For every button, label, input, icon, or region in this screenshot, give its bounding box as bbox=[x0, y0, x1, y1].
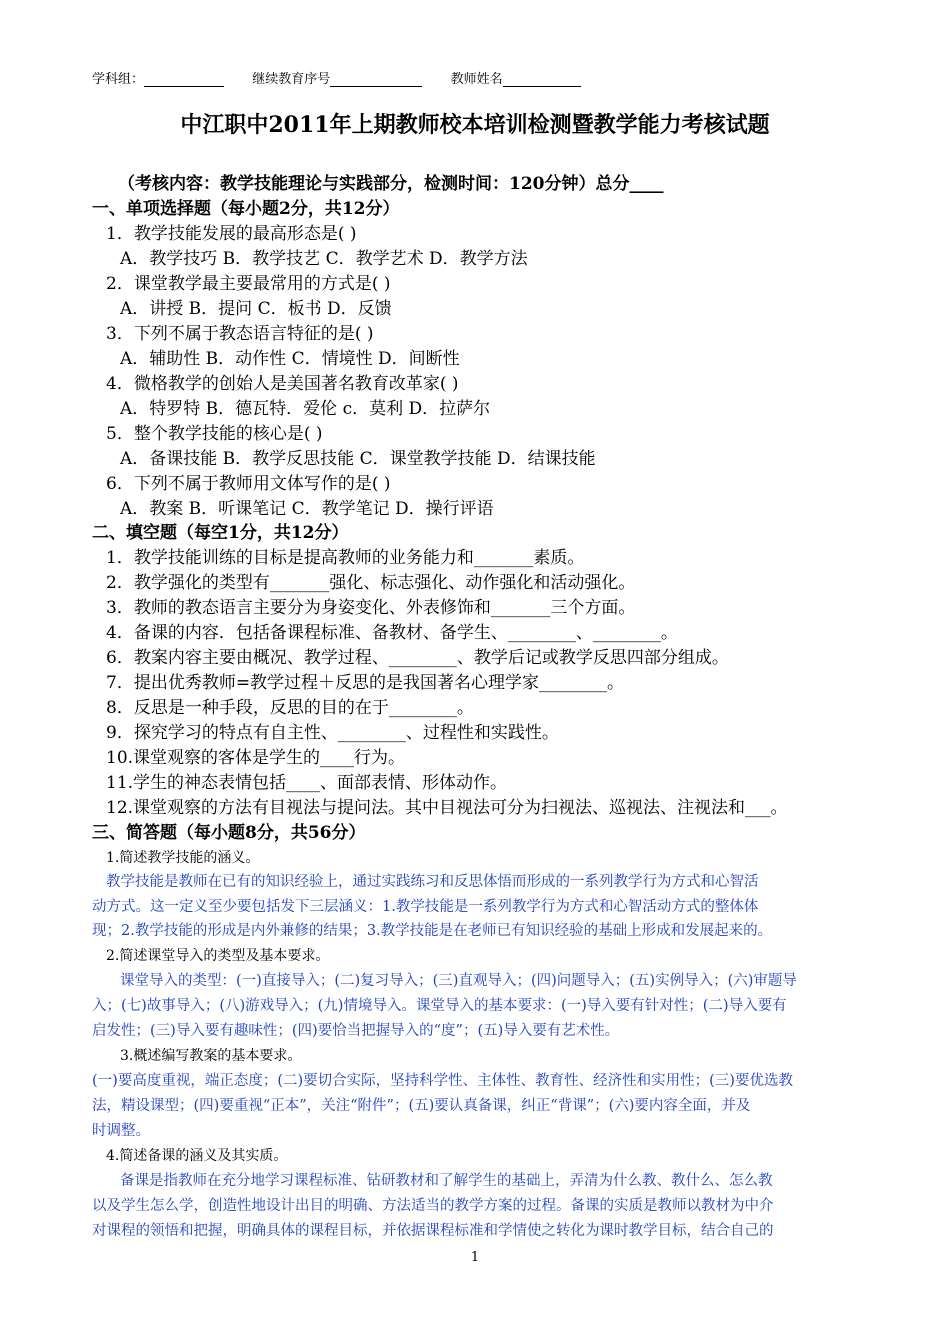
subject-group-blank bbox=[144, 72, 224, 87]
question: 2．课堂教学最主要最常用的方式是( ) bbox=[106, 274, 391, 294]
fill-blank-item: 10.课堂观察的客体是学生的____行为。 bbox=[106, 748, 406, 768]
options: A．特罗特 B．德瓦特．爱伦 c．莫利 D．拉萨尔 bbox=[120, 399, 491, 419]
answer-line: 法，精设课型；(四)要重视“正本”，关注“附件”；(五)要认真备课，纠正“背课”；(六)要内容全面，并及 bbox=[92, 1098, 751, 1114]
answer-line: 课堂导入的类型：(一)直接导入；(二)复习导入；(三)直观导入；(四)问题导入；(五)实例导入；(六)审题导 bbox=[120, 973, 797, 989]
options: A．辅助性 B．动作性 C．情境性 D．间断性 bbox=[120, 349, 460, 369]
answer-line: 动方式。这一定义至少要包括发下三层涵义：1.教学技能是一系列教学行为方式和心智活动方式的整体体 bbox=[92, 899, 759, 915]
answer-line: (一)要高度重视，端正态度；(二)要切合实际，坚持科学性、主体性、教育性、经济性和实用性；(三)要优选教 bbox=[92, 1073, 793, 1089]
options: A．教案 B．听课笔记 C．教学笔记 D．操行评语 bbox=[120, 499, 494, 519]
fill-blank-item: 1．教学技能训练的目标是提高教师的业务能力和_______素质。 bbox=[106, 548, 585, 568]
section3-heading: 三、简答题（每小题8分，共56分） bbox=[92, 823, 366, 843]
fill-blank-item: 9．探究学习的特点有自主性、________、过程性和实践性。 bbox=[106, 723, 559, 743]
fill-blank-item: 4．备课的内容．包括备课程标准、备教材、备学生、________、________。 bbox=[106, 623, 678, 643]
answer-line: 现；2.教学技能的形成是内外兼修的结果；3.教学技能是在老师已有知识经验的基础上形成和发展起来的。 bbox=[92, 923, 773, 939]
seq-blank bbox=[330, 72, 422, 87]
short-question: 4.简述备课的涵义及其实质。 bbox=[106, 1148, 288, 1164]
answer-line: 备课是指教师在充分地学习课程标准、钻研教材和了解学生的基础上，弄清为什么教、教什么、怎么教 bbox=[120, 1173, 773, 1189]
answer-line: 时调整。 bbox=[92, 1123, 150, 1139]
short-question: 3.概述编写教案的基本要求。 bbox=[120, 1048, 302, 1064]
question: 5．整个教学技能的核心是( ) bbox=[106, 424, 323, 444]
fill-blank-item: 3．教师的教态语言主要分为身姿变化、外表修饰和_______三个方面。 bbox=[106, 598, 636, 618]
short-question: 2.简述课堂导入的类型及基本要求。 bbox=[106, 948, 330, 964]
fill-blank-item: 8．反思是一种手段，反思的目的在于________。 bbox=[106, 698, 474, 718]
teacher-label: 教师姓名 bbox=[450, 72, 503, 87]
section1-heading: 一、单项选择题（每小题2分，共12分） bbox=[92, 199, 400, 219]
fill-blank-item: 6．教案内容主要由概况、教学过程、________、教学后记或教学反思四部分组成。 bbox=[106, 648, 729, 668]
question: 6．下列不属于教师用文体写作的是( ) bbox=[106, 474, 391, 494]
options: A．讲授 B．提问 C．板书 D．反馈 bbox=[120, 299, 392, 319]
answer-line: 教学技能是教师在已有的知识经验上，通过实践练习和反思体悟而形成的一系列教学行为方式和心智活 bbox=[106, 874, 759, 890]
header-info bbox=[92, 68, 581, 87]
seq-label: 继续教育序号 bbox=[252, 72, 331, 87]
question: 1．教学技能发展的最高形态是( ) bbox=[106, 224, 357, 244]
answer-line: 以及学生怎么学，创造性地设计出目的明确、方法适当的教学方案的过程。备课的实质是教师以教材为中介 bbox=[92, 1198, 774, 1214]
fill-blank-item: 12.课堂观察的方法有目视法与提问法。其中目视法可分为扫视法、巡视法、注视法和___。 bbox=[106, 798, 788, 818]
teacher-blank bbox=[503, 72, 581, 87]
fill-blank-item: 7．提出优秀教师=教学过程＋反思的是我国著名心理学家________。 bbox=[106, 673, 625, 693]
fill-blank-item: 11.学生的神态表情包括____、面部表情、形体动作。 bbox=[106, 773, 508, 793]
question: 3．下列不属于教态语言特征的是( ) bbox=[106, 324, 374, 344]
options: A．教学技巧 B．教学技艺 C．教学艺术 D．教学方法 bbox=[120, 249, 528, 269]
answer-line: 入；(七)故事导入；(八)游戏导入；(九)情境导入。课堂导入的基本要求：(一)导入要有针对性；(二)导入要有 bbox=[92, 998, 787, 1014]
question: 4．微格教学的创始人是美国著名教育改革家( ) bbox=[106, 374, 459, 394]
page-number: 1 bbox=[470, 1250, 480, 1265]
answer-line: 对课程的领悟和把握，明确具体的课程目标，并依据课程标准和学情使之转化为课时教学目标，结合自己的 bbox=[92, 1223, 774, 1239]
short-question: 1.简述教学技能的涵义。 bbox=[106, 850, 260, 866]
fill-blank-item: 2．教学强化的类型有_______强化、标志强化、动作强化和活动强化。 bbox=[106, 573, 636, 593]
section2-heading: 二、填空题（每空1分，共12分） bbox=[92, 523, 349, 543]
answer-line: 启发性；(三)导入要有趣味性；(四)要恰当把握导入的“度”；(五)导入要有艺术性。 bbox=[92, 1023, 620, 1039]
subject-group-label: 学科组： bbox=[92, 72, 145, 87]
page-title: 中江职中2011年上期教师校本培训检测暨教学能力考核试题 bbox=[180, 112, 770, 138]
options: A．备课技能 B．教学反思技能 C．课堂教学技能 D．结课技能 bbox=[120, 449, 596, 469]
exam-subtitle: （考核内容：教学技能理论与实践部分，检测时间：120分钟）总分____ bbox=[118, 174, 664, 194]
